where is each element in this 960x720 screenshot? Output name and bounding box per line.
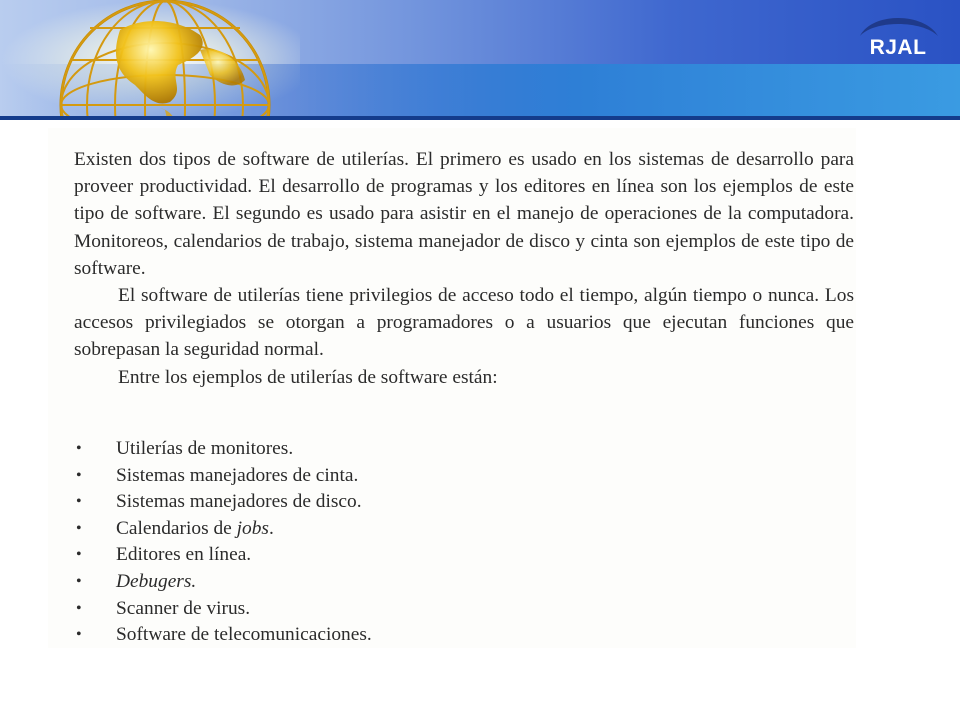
bullet-icon: •: [76, 599, 82, 617]
bullet-icon: •: [76, 626, 82, 644]
list-item: • Debugers.: [74, 569, 574, 596]
bullet-icon: •: [76, 519, 82, 537]
bullet-icon: •: [76, 466, 82, 484]
bullet-icon: •: [76, 572, 82, 590]
list-item: • Sistemas manejadores de disco.: [74, 489, 574, 516]
list-item: • Editores en línea.: [74, 542, 574, 569]
bullet-icon: •: [76, 546, 82, 564]
utilities-list: [74, 436, 574, 649]
list-item: • Calendarios de jobs.: [74, 516, 574, 543]
paragraph-1: Existen dos tipos de software de utilerías. El primero es usado en los sistemas de desarrollo para proveer productividad. El desarrollo de programas y los editores en línea son los ejemplos de este tipo de software. El segundo es usado para asistir en el manejo de operaciones de la computadora. Monitoreos, calendarios de trabajo, sistema manejador de disco y cinta son ejemplos de este tipo de software.: [74, 149, 854, 279]
document-body: [74, 146, 854, 391]
globe-icon: [50, 0, 280, 120]
list-item: • Utilerías de monitores.: [74, 436, 574, 463]
header-banner: [0, 0, 960, 120]
paragraph-3: Entre los ejemplos de utilerías de software están:: [118, 366, 498, 388]
list-item: • Sistemas manejadores de cinta.: [74, 463, 574, 490]
bullet-icon: •: [76, 440, 82, 457]
bullet-icon: •: [76, 493, 82, 511]
list-item: • Software de telecomunicaciones.: [74, 622, 574, 649]
paragraph-2: El software de utilerías tiene privilegios de acceso todo el tiempo, algún tiempo o nunca. Los accesos privilegiados se otorgan a programadores o a usuarios que ejecutan funciones que sobrepasan la seguridad normal.: [74, 285, 854, 361]
rjal-logo-text: RJAL: [869, 36, 927, 59]
list-item: • Scanner de virus.: [74, 596, 574, 623]
header-divider: [0, 116, 960, 120]
